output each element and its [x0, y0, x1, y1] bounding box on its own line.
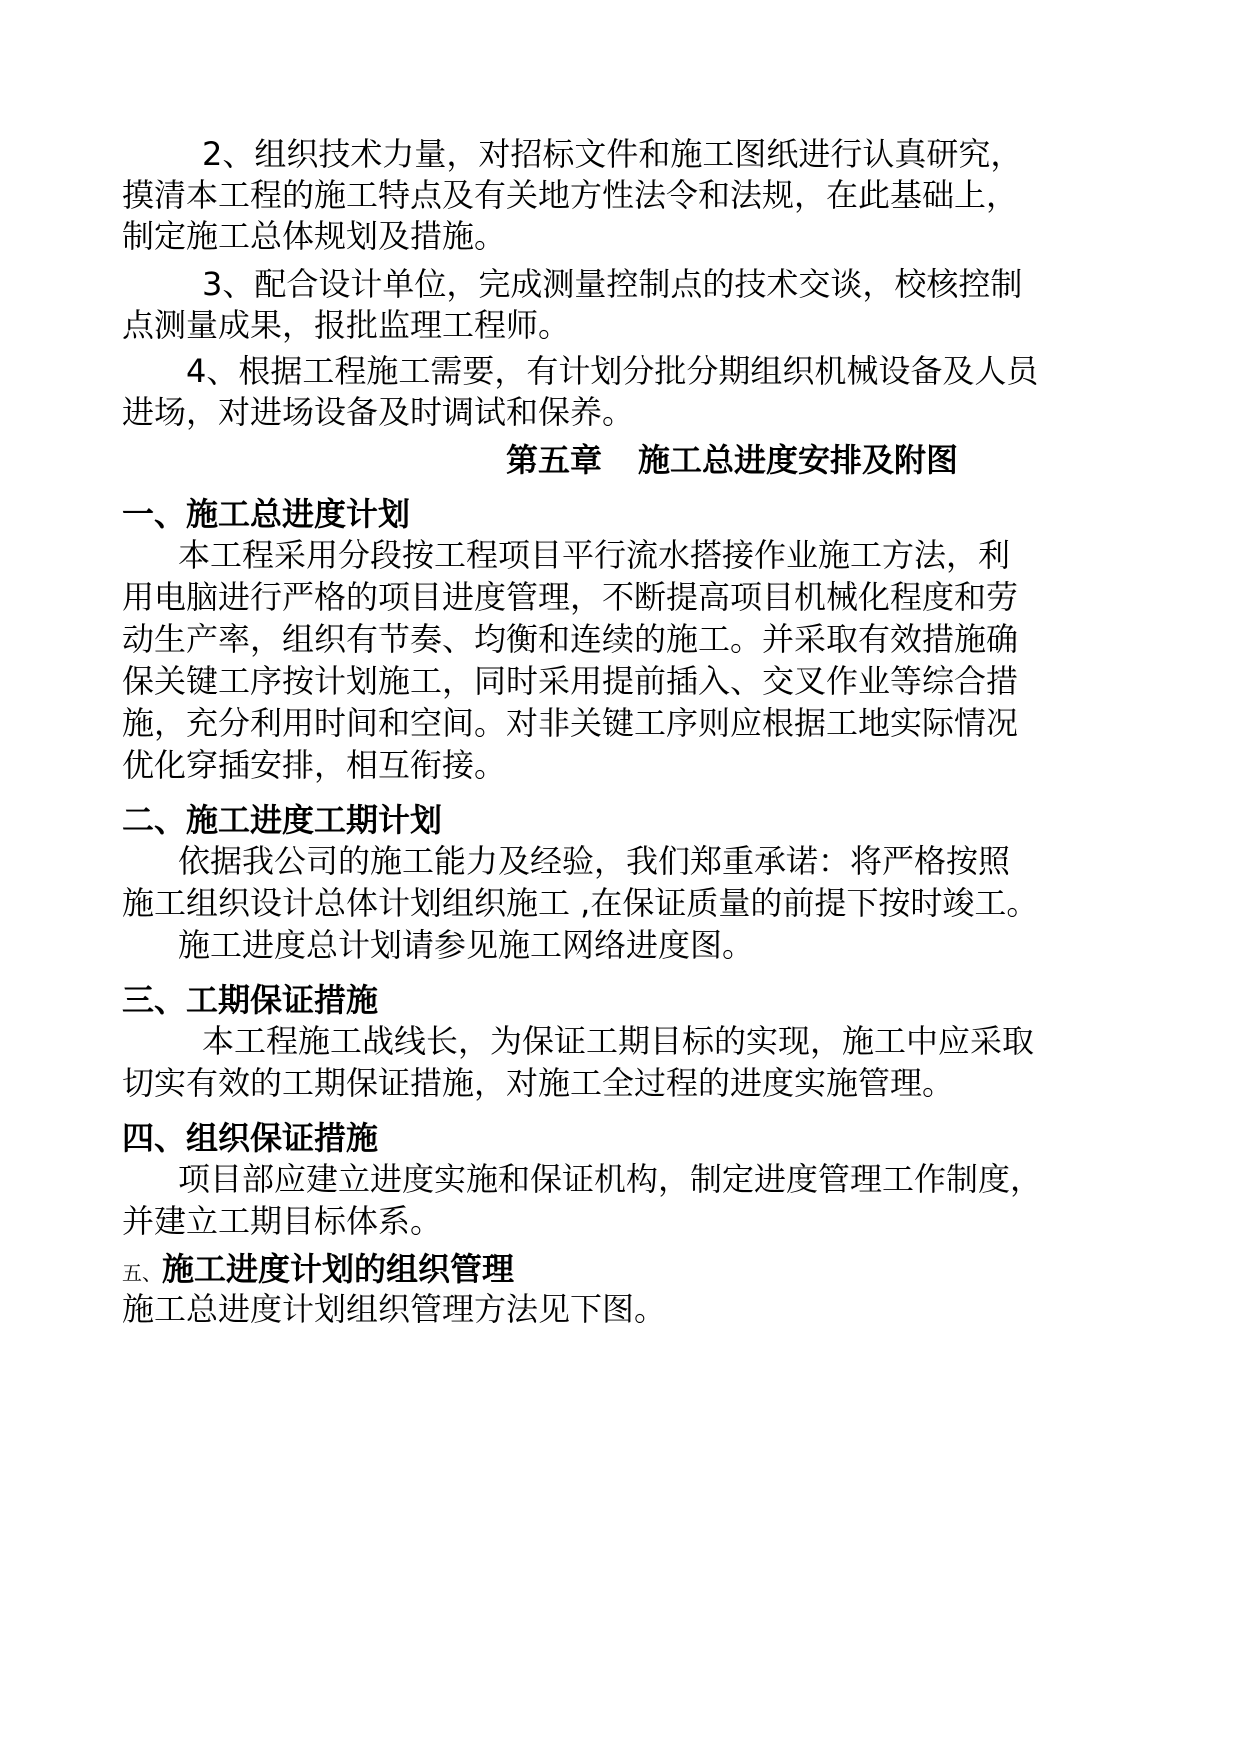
section-5-title: 施工进度计划的组织管理: [162, 1250, 515, 1288]
section-1-line: 保关键工序按计划施工，同时采用提前插入、交叉作业等综合措: [122, 662, 1019, 700]
section-1-line: 施，充分利用时间和空间。对非关键工序则应根据工地实际情况: [122, 704, 1019, 742]
section-3-line: 本工程施工战线长，为保证工期目标的实现，施工中应采取: [202, 1022, 1035, 1060]
section-4-heading: 四、组织保证措施: [122, 1119, 379, 1157]
section-2-line: 施工进度总计划请参见施工网络进度图。: [178, 926, 755, 964]
chapter-heading: [506, 440, 958, 480]
item-3-line-1: 3、配合设计单位，完成测量控制点的技术交谈，校核控制: [202, 265, 1023, 303]
section-4-line: 并建立工期目标体系。: [122, 1202, 443, 1240]
item-2-line-2: 摸清本工程的施工特点及有关地方性法令和法规，在此基础上，: [122, 176, 1019, 214]
section-3-heading: 三、工期保证措施: [122, 981, 379, 1019]
section-1-line: 本工程采用分段按工程项目平行流水搭接作业施工方法，利: [178, 536, 1011, 574]
item-2-line-1: 2、组织技术力量，对招标文件和施工图纸进行认真研究，: [202, 135, 1023, 173]
section-1-heading: 一、施工总进度计划: [122, 495, 411, 533]
section-2-line: 依据我公司的施工能力及经验，我们郑重承诺：将严格按照: [178, 842, 1011, 880]
section-2-line: 施工组织设计总体计划组织施工 ,在保证质量的前提下按时竣工。: [122, 884, 1039, 922]
chapter-title: 施工总进度安排及附图: [638, 441, 959, 479]
section-1-line: 用电脑进行严格的项目进度管理，不断提高项目机械化程度和劳: [122, 578, 1019, 616]
item-4-line-1: 4、根据工程施工需要，有计划分批分期组织机械设备及人员: [186, 352, 1039, 390]
section-5-number: 五、: [122, 1261, 162, 1285]
chapter-number: 第五章: [506, 441, 603, 479]
section-5-line: 施工总进度计划组织管理方法见下图。: [122, 1290, 667, 1328]
item-4-line-2: 进场，对进场设备及时调试和保养。: [122, 393, 635, 431]
section-5-heading: [122, 1249, 514, 1293]
section-3-line: 切实有效的工期保证措施，对施工全过程的进度实施管理。: [122, 1064, 955, 1102]
section-4-line: 项目部应建立进度实施和保证机构，制定进度管理工作制度，: [178, 1160, 1043, 1198]
item-3-line-2: 点测量成果，报批监理工程师。: [122, 306, 571, 344]
section-2-heading: 二、施工进度工期计划: [122, 801, 443, 839]
section-1-line: 优化穿插安排，相互衔接。: [122, 746, 507, 784]
item-2-line-3: 制定施工总体规划及措施。: [122, 217, 507, 255]
section-1-line: 动生产率，组织有节奏、均衡和连续的施工。并采取有效措施确: [122, 620, 1019, 658]
